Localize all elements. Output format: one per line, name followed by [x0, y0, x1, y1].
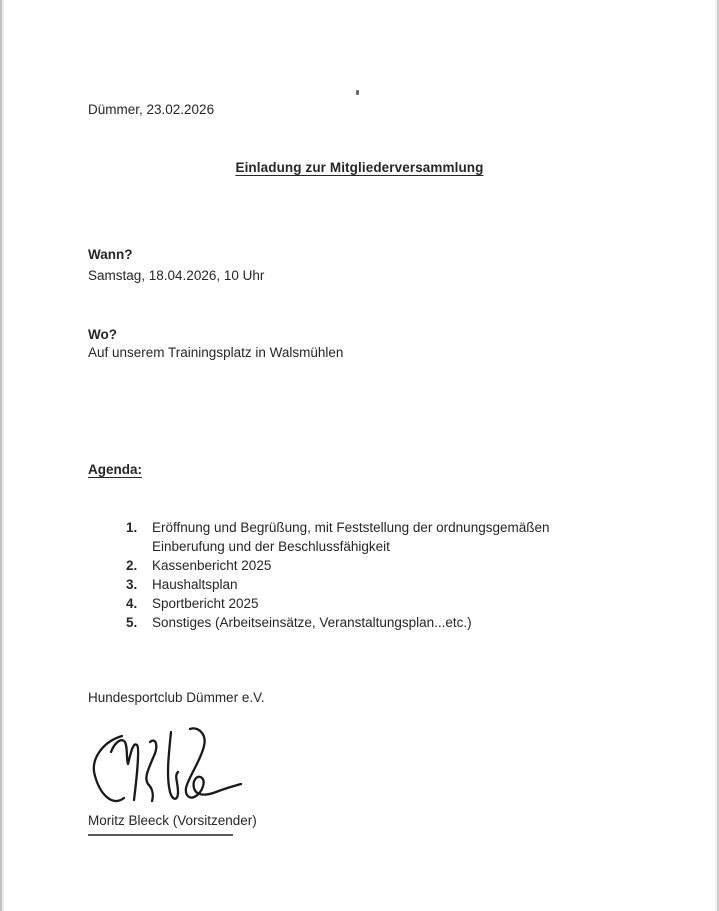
agenda-heading: Agenda: — [88, 462, 142, 477]
agenda-item-text: Kassenbericht 2025 — [152, 558, 272, 573]
agenda-item-number: 1. — [126, 520, 138, 535]
agenda-item-number: 5. — [126, 615, 138, 630]
agenda-item — [126, 518, 631, 556]
agenda-item-number: 4. — [126, 596, 138, 611]
agenda-item-text: Sonstiges (Arbeitseinsätze, Veranstaltungsplan...etc.) — [152, 615, 472, 630]
signatory-name: Moritz Bleeck (Vorsitzender) — [88, 813, 257, 828]
page-edge-left — [0, 0, 4, 911]
agenda-item — [126, 575, 631, 594]
agenda-item — [126, 594, 631, 613]
agenda-item-number: 2. — [126, 558, 138, 573]
date-line: Dümmer, 23.02.2026 — [88, 102, 215, 117]
agenda-item-number: 3. — [126, 577, 138, 592]
where-value: Auf unserem Trainingsplatz in Walsmühlen — [88, 345, 344, 360]
signature-line — [88, 834, 233, 836]
organization-name: Hundesportclub Dümmer e.V. — [88, 690, 265, 705]
letter-title: Einladung zur Mitgliederversammlung — [235, 160, 484, 175]
agenda-item-text: Haushaltsplan — [152, 577, 238, 592]
agenda-item — [126, 613, 631, 632]
scan-artifact-dot — [356, 90, 359, 95]
page-edge-right — [715, 0, 719, 911]
when-value: Samstag, 18.04.2026, 10 Uhr — [88, 268, 265, 283]
when-label: Wann? — [88, 247, 133, 262]
agenda-item-text: Sportbericht 2025 — [152, 596, 259, 611]
agenda-item — [126, 556, 631, 575]
where-label: Wo? — [88, 327, 117, 342]
agenda-list — [126, 518, 631, 632]
agenda-item-text: Eröffnung und Begrüßung, mit Feststellung der ordnungsgemäßen Einberufung und der Beschlussfähigkeit — [152, 520, 550, 554]
signature-image — [78, 726, 253, 814]
